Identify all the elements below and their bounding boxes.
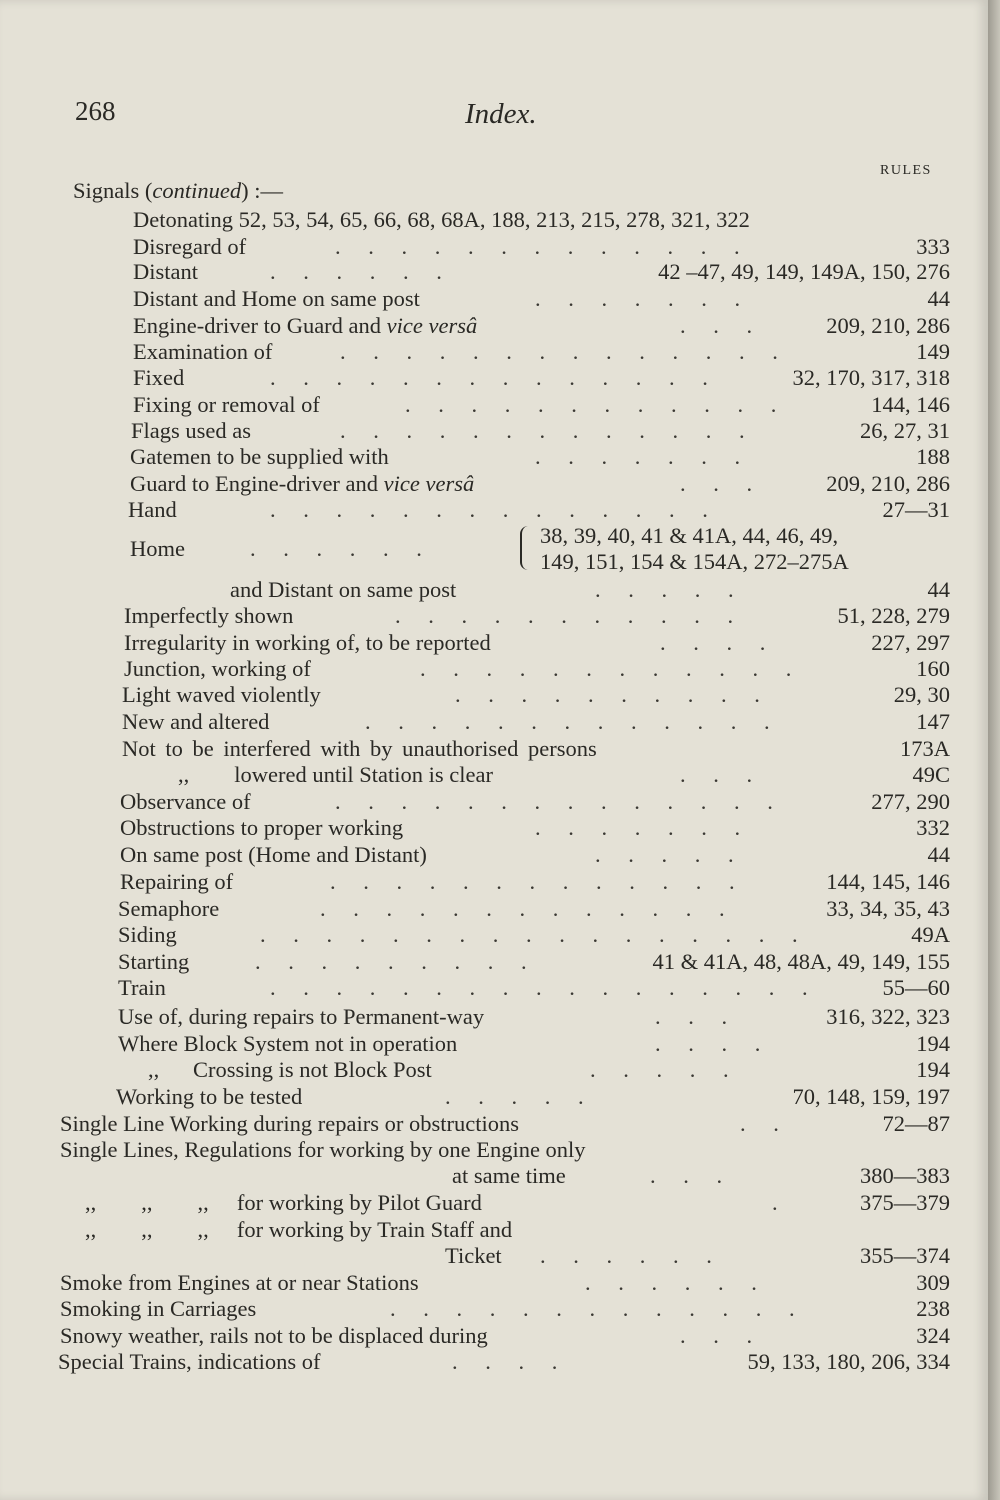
index-entry bbox=[0, 536, 540, 562]
entry-ref: 33, 34, 35, 43 bbox=[826, 896, 950, 921]
entry-text: Hand bbox=[128, 497, 177, 522]
entry-text: Single Lines, Regulations for working by one Engine only bbox=[60, 1137, 586, 1162]
index-entry bbox=[0, 444, 950, 470]
dot-leader: . . . . . . . . . . . . . . . . . bbox=[260, 922, 809, 947]
entry-text: Detonating 52, 53, 54, 65, 66, 68, 68A, 188, 213, 215, 278, 321, 322 bbox=[133, 207, 750, 232]
index-entry bbox=[0, 975, 950, 1001]
dot-leader: . . . . . . bbox=[270, 259, 453, 284]
page-number: 268 bbox=[75, 96, 116, 126]
entry-text: Flags used as bbox=[131, 418, 251, 443]
dot-leader: . . . . . . . . . bbox=[255, 949, 538, 974]
entry-ref: 173A bbox=[900, 736, 950, 761]
entry-ref: 27—31 bbox=[882, 497, 950, 522]
entry-ref: 44 bbox=[927, 577, 950, 602]
dot-leader: . . . bbox=[680, 313, 764, 338]
dot-leader: . . . . . bbox=[595, 842, 745, 867]
entry-ref: 380—383 bbox=[860, 1163, 950, 1188]
index-entry bbox=[0, 869, 950, 895]
index-entry bbox=[0, 1031, 950, 1057]
dot-leader: . . . bbox=[655, 1004, 739, 1029]
entry-ref: 49C bbox=[912, 762, 950, 787]
entry-text: New and altered bbox=[122, 709, 270, 734]
index-entry bbox=[0, 365, 950, 391]
entry-text: Guard to Engine-driver and vice versâ bbox=[130, 471, 475, 496]
dot-leader: . . . bbox=[680, 1323, 764, 1348]
entry-ref-line: 38, 39, 40, 41 & 41A, 44, 46, 49, bbox=[540, 523, 839, 548]
entry-ref: 209, 210, 286 bbox=[826, 313, 950, 338]
entry-text: Distant and Home on same post bbox=[133, 286, 420, 311]
entry-text: ,, Crossing is not Block Post bbox=[148, 1057, 432, 1082]
entry-text: Train bbox=[118, 975, 166, 1000]
entry-text: ,, lowered until Station is clear bbox=[178, 762, 493, 787]
heading-prefix: Signals ( bbox=[73, 178, 153, 203]
entry-ref: 70, 148, 159, 197 bbox=[792, 1084, 950, 1109]
entry-text: and Distant on same post bbox=[230, 577, 457, 602]
entry-text: Examination of bbox=[133, 339, 273, 364]
entry-ref: 333 bbox=[916, 234, 950, 259]
index-entry bbox=[0, 603, 950, 629]
entry-text: Not to be interfered with by unauthorised persons bbox=[122, 736, 597, 761]
section-heading bbox=[73, 178, 973, 204]
index-entry bbox=[0, 286, 950, 312]
index-entry bbox=[0, 259, 950, 285]
entry-ref: 332 bbox=[916, 815, 950, 840]
column-label: RULES bbox=[880, 163, 932, 178]
entry-text: Ticket bbox=[445, 1243, 502, 1268]
entry-ref: 147 bbox=[916, 709, 950, 734]
index-entry bbox=[0, 1163, 950, 1189]
entry-ref: 26, 27, 31 bbox=[860, 418, 950, 443]
entry-ref: 227, 297 bbox=[871, 630, 950, 655]
entry-text: Fixed bbox=[133, 365, 185, 390]
index-entry bbox=[0, 815, 950, 841]
entry-ref: 309 bbox=[916, 1270, 950, 1295]
dot-leader: . . . . . bbox=[595, 577, 745, 602]
index-entry bbox=[0, 1137, 950, 1163]
index-entry bbox=[0, 207, 950, 233]
entry-ref: 375—379 bbox=[860, 1190, 950, 1215]
brace-symbol bbox=[520, 526, 532, 570]
dot-leader: . . . bbox=[680, 471, 764, 496]
entry-text: Siding bbox=[118, 922, 177, 947]
index-entry bbox=[0, 577, 950, 603]
entry-text: Engine-driver to Guard and vice versâ bbox=[133, 313, 478, 338]
dot-leader: . . . . . . . . . . . . . . bbox=[340, 339, 789, 364]
dot-leader: . . . . . . . . . . . . bbox=[405, 392, 788, 417]
entry-text: Distant bbox=[133, 259, 198, 284]
index-entry bbox=[0, 1296, 950, 1322]
entry-ref: 144, 145, 146 bbox=[826, 869, 950, 894]
entry-ref: 316, 322, 323 bbox=[826, 1004, 950, 1029]
entry-text: at same time bbox=[452, 1163, 566, 1188]
entry-ref: 209, 210, 286 bbox=[826, 471, 950, 496]
entry-ref: 194 bbox=[916, 1057, 950, 1082]
index-entry bbox=[0, 656, 950, 682]
dot-leader: . . . . . bbox=[590, 1057, 740, 1082]
dot-leader: . . . . . . . . . . . . . bbox=[320, 896, 736, 921]
index-entry bbox=[0, 1190, 950, 1216]
page-header bbox=[0, 96, 988, 136]
entry-ref: 355—374 bbox=[860, 1243, 950, 1268]
entry-text: Smoking in Carriages bbox=[60, 1296, 257, 1321]
dot-leader: . . . bbox=[650, 1163, 734, 1188]
entry-ref: 51, 228, 279 bbox=[837, 603, 950, 628]
index-entry bbox=[0, 313, 950, 339]
dot-leader: . . . . . . . . . . . . . bbox=[390, 1296, 806, 1321]
entry-ref: 238 bbox=[916, 1296, 950, 1321]
entry-ref: 149 bbox=[916, 339, 950, 364]
index-entry bbox=[0, 234, 950, 260]
entry-text: Observance of bbox=[120, 789, 251, 814]
index-entry bbox=[0, 1217, 950, 1243]
index-entry bbox=[0, 709, 950, 735]
entry-ref: 32, 170, 317, 318 bbox=[792, 365, 950, 390]
index-entry bbox=[0, 1349, 950, 1375]
entry-text: Special Trains, indications of bbox=[58, 1349, 321, 1374]
dot-leader: . . . . . . . bbox=[535, 444, 752, 469]
entry-text: Working to be tested bbox=[116, 1084, 303, 1109]
entry-text: ,, ,, ,, for working by Train Staff and bbox=[85, 1217, 513, 1242]
dot-leader: . bbox=[772, 1190, 789, 1215]
index-entry bbox=[0, 682, 950, 708]
entry-text: Where Block System not in operation bbox=[118, 1031, 458, 1056]
entry-text: Light waved violently bbox=[122, 682, 321, 707]
dot-leader: . . . . . . . . . . bbox=[455, 682, 771, 707]
dot-leader: . . . . . bbox=[445, 1084, 595, 1109]
entry-text: Imperfectly shown bbox=[124, 603, 294, 628]
dot-leader: . . . . bbox=[660, 630, 777, 655]
index-entry bbox=[0, 392, 950, 418]
dot-leader: . . . . . . . bbox=[535, 815, 752, 840]
entry-ref: 41 & 41A, 48, 48A, 49, 149, 155 bbox=[652, 949, 950, 974]
index-entry bbox=[0, 418, 950, 444]
entry-text: Irregularity in working of, to be reported bbox=[124, 630, 491, 655]
index-entry bbox=[0, 762, 950, 788]
dot-leader: . . . . . . . . . . . . . . bbox=[270, 365, 719, 390]
index-entry bbox=[0, 1270, 950, 1296]
page-edge bbox=[988, 0, 1000, 1500]
dot-leader: . . . . . . bbox=[585, 1270, 768, 1295]
index-entry bbox=[0, 949, 950, 975]
entry-ref: 72—87 bbox=[882, 1111, 950, 1136]
heading-suffix: ) :— bbox=[241, 178, 283, 203]
dot-leader: . . . . . . . . . . . . bbox=[420, 656, 803, 681]
index-entry bbox=[0, 1057, 950, 1083]
running-title: Index. bbox=[465, 98, 537, 130]
entry-ref: 44 bbox=[927, 842, 950, 867]
entry-text: Obstructions to proper working bbox=[120, 815, 404, 840]
entry-ref: 160 bbox=[916, 656, 950, 681]
dot-leader: . . . bbox=[680, 762, 764, 787]
entry-text: Gatemen to be supplied with bbox=[130, 444, 389, 469]
index-entry bbox=[0, 1111, 950, 1137]
entry-ref: 324 bbox=[916, 1323, 950, 1348]
index-entry bbox=[0, 1004, 950, 1030]
heading-italic: continued bbox=[152, 178, 242, 203]
dot-leader: . . . . . . . bbox=[535, 286, 752, 311]
dot-leader: . . . . . . . . . . . . . . bbox=[270, 497, 719, 522]
dot-leader: . . . . . . . . . . . . . . . . . bbox=[270, 975, 819, 1000]
entry-text: Disregard of bbox=[133, 234, 247, 259]
entry-text: Junction, working of bbox=[124, 656, 311, 681]
entry-text: Fixing or removal of bbox=[133, 392, 320, 417]
entry-text: Single Line Working during repairs or obstructions bbox=[60, 1111, 519, 1136]
entry-text: Smoke from Engines at or near Stations bbox=[60, 1270, 419, 1295]
dot-leader: . . . . . . . . . . . . . . bbox=[335, 789, 784, 814]
entry-ref: 188 bbox=[916, 444, 950, 469]
index-entry bbox=[0, 1323, 950, 1349]
dot-leader: . . . . . . . . . . . . . bbox=[335, 234, 751, 259]
entry-ref-line: 149, 151, 154 & 154A, 272–275A bbox=[540, 549, 849, 574]
entry-ref: 29, 30 bbox=[893, 682, 950, 707]
index-entry bbox=[0, 339, 950, 365]
index-entry bbox=[0, 497, 950, 523]
entry-text: Starting bbox=[118, 949, 190, 974]
entry-text: Semaphore bbox=[118, 896, 220, 921]
entry-text: On same post (Home and Distant) bbox=[120, 842, 427, 867]
dot-leader: . . . . bbox=[655, 1031, 772, 1056]
dot-leader: . . . . . . bbox=[250, 536, 433, 561]
index-entry bbox=[0, 922, 950, 948]
dot-leader: . . . . . . . . . . . . . bbox=[340, 418, 756, 443]
index-entry bbox=[0, 471, 950, 497]
entry-ref: 55—60 bbox=[882, 975, 950, 1000]
entry-ref: 42 –47, 49, 149, 149A, 150, 276 bbox=[658, 259, 950, 284]
dot-leader: . . bbox=[740, 1111, 790, 1136]
entry-ref: 144, 146 bbox=[871, 392, 950, 417]
dot-leader: . . . . . . . . . . . bbox=[395, 603, 745, 628]
dot-leader: . . . . . . . . . . . . . bbox=[330, 869, 746, 894]
index-entry bbox=[0, 630, 950, 656]
entry-text: Repairing of bbox=[120, 869, 234, 894]
entry-ref: 277, 290 bbox=[871, 789, 950, 814]
entry-text: ,, ,, ,, for working by Pilot Guard bbox=[85, 1190, 482, 1215]
dot-leader: . . . . bbox=[452, 1349, 569, 1374]
index-entry bbox=[0, 736, 950, 762]
index-entry bbox=[0, 1243, 950, 1269]
entry-ref: 194 bbox=[916, 1031, 950, 1056]
index-entry bbox=[0, 896, 950, 922]
dot-leader: . . . . . . . . . . . . . bbox=[365, 709, 781, 734]
entry-text: Home bbox=[130, 536, 185, 561]
entry-ref: 44 bbox=[927, 286, 950, 311]
entry-ref: 59, 133, 180, 206, 334 bbox=[747, 1349, 950, 1374]
index-entry bbox=[0, 789, 950, 815]
entry-text: Use of, during repairs to Permanent-way bbox=[118, 1004, 485, 1029]
entry-ref: 49A bbox=[911, 922, 950, 947]
entry-text: Snowy weather, rails not to be displaced during bbox=[60, 1323, 488, 1348]
index-entry bbox=[0, 842, 950, 868]
index-entry bbox=[0, 1084, 950, 1110]
dot-leader: . . . . . . bbox=[540, 1243, 723, 1268]
